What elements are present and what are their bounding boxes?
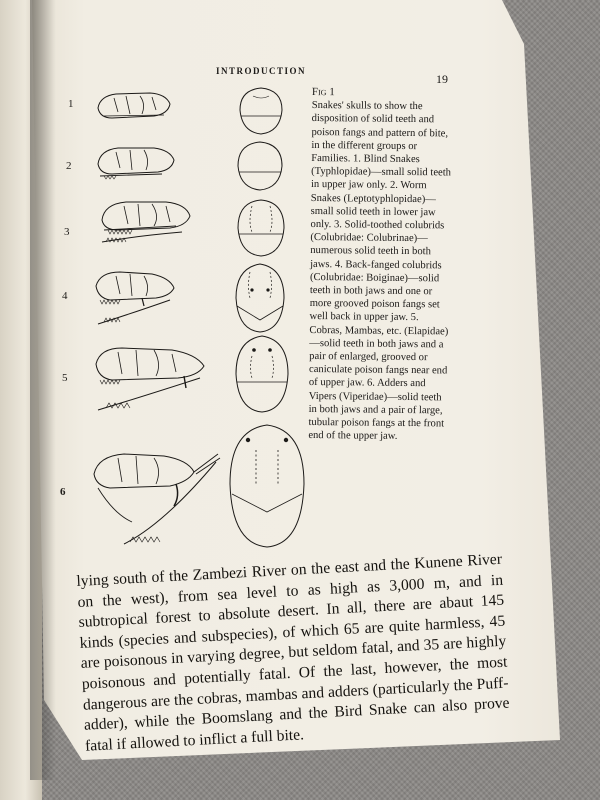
figure-number-1: 1 [68,98,74,110]
figure-number-5: 5 [62,372,68,384]
figure-caption [308,86,452,444]
figure-number-6: 6 [60,486,66,498]
back-fanged-colubrid-palate-drawing [232,262,288,334]
back-fanged-colubrid-skull-drawing [90,266,180,336]
blind-snake-skull-drawing [94,88,174,124]
figure-number-2: 2 [66,160,72,172]
figure-number-4: 4 [62,290,68,302]
figure-label: Fig 1 [311,86,335,99]
running-head: INTRODUCTION [216,66,307,76]
body-paragraph: lying south of the Zambezi River on the east and the Kunene River on the west), from sea level to as high as 3,000 m, and in subtropical forest to absolute desert. In all, there are abaut 145 kinds (species and subspecies), of which 65 are quite harmless, 45 are poisonous in varying degree, but seldom fatal, and 35 are highly poisonous and potentially fatal. Of the last, however, the most dangerous are the cobras, mambas and adders (particularly the Puff-adder), while the Boomslang and the Bird Snake can also prove fatal if allowed to inflict a full bite. [76,550,510,755]
elapid-skull-drawing [88,340,214,420]
worm-snake-skull-drawing [92,142,178,184]
elapid-palate-drawing [232,334,292,414]
figure-number-3: 3 [64,226,70,238]
page-gutter-shadow [30,0,56,780]
figure-caption-text: Snakes' skulls to show the disposition of solid teeth and poison fangs and pattern of bite, in the different groups or Families. 1. Blind Snakes (Typhlopidae)—small solid teeth in upper jaw only. 2. Worm Snakes (Leptotyphlopidae)—small solid teeth in lower jaw only. 3. Solid-toothed colubrids (Colubridae: Colubrinae)—numerous solid teeth in both jaws. 4. Back-fanged colubrids (Colubridae: Boiginae)—solid teeth in both jaws and one or more grooved poison fangs set well back in upper jaw. 5. Cobras, Mambas, etc. (Elapidae)—solid teeth in both jaws and a pair of enlarged, grooved or caniculate poison fangs near end of upper jaw. 6. Adders and Vipers (Viperidae)—solid teeth in both jaws and a pair of large, tubular poison fangs at the front end of the upper jaw. [308,100,452,443]
viperid-skull-drawing [84,444,224,552]
colubrine-skull-drawing [96,196,196,256]
viperid-palate-drawing [226,422,308,550]
worm-snake-palate-drawing [234,140,286,192]
body-text [76,550,511,757]
blind-snake-palate-drawing [236,86,286,136]
colubrine-palate-drawing [234,198,288,258]
page-number: 19 [436,72,448,86]
